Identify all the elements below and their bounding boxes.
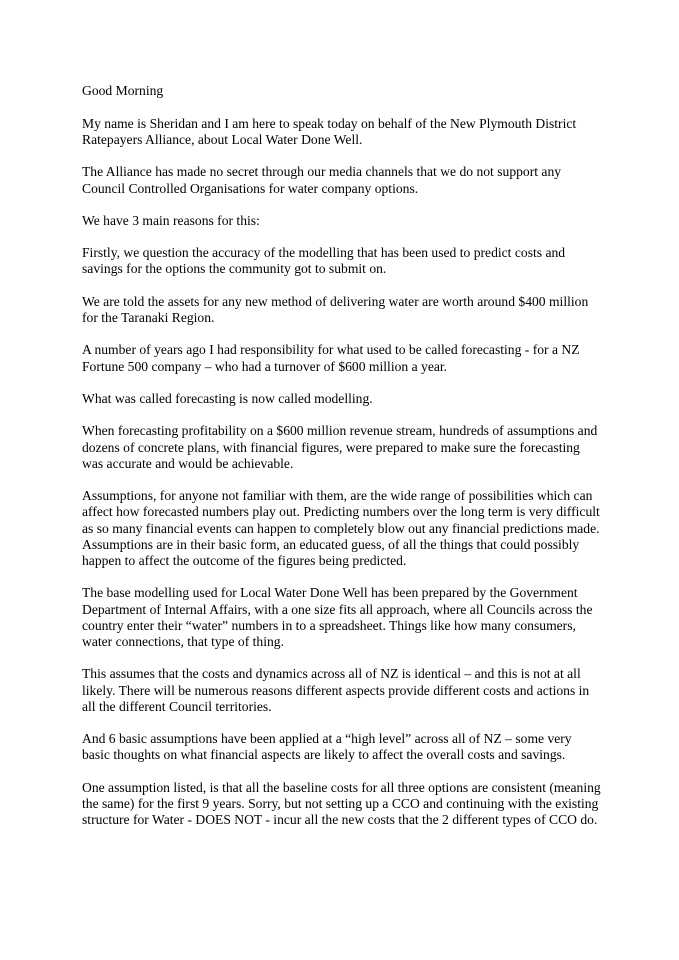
- paragraph-asset-value: We are told the assets for any new method of delivering water are worth around $400 million for the Taranaki Region.: [82, 293, 589, 326]
- paragraph-forecasting-profitability: When forecasting profitability on a $600 million revenue stream, hundreds of assumptions and dozens of concrete plans, with financial figures, were prepared to make sure the forecasting was accurate and would be achievable.: [82, 423, 598, 471]
- paragraph-introduction: My name is Sheridan and I am here to speak today on behalf of the New Plymouth District Ratepayers Alliance, about Local Water Done Well.: [82, 115, 577, 147]
- paragraph-identical-costs: This assumes that the costs and dynamics across all of NZ is identical – and this is not at all likely. There will be numerous reasons different aspects provide different costs and actions in all the different Council territories.: [82, 666, 590, 714]
- paragraph-base-modelling: The base modelling used for Local Water Done Well has been prepared by the Government Department of Internal Affairs, with a one size fits all approach, where all Councils across the country enter their “water” numbers in to a spreadsheet. Things like how many consumers, water connections, that type of thing.: [82, 585, 593, 650]
- paragraph-assumptions-explained: Assumptions, for anyone not familiar with them, are the wide range of possibilities which can affect how forecasted numbers play out. Predicting numbers over the long term is very difficult as so many financial events can happen to completely blow out any financial predictions made. Assumptions are in their basic form, an educated guess, of all the things that could possibly happen to affect the outcome of the figures being predicted.: [82, 488, 600, 569]
- paragraph-alliance-position: The Alliance has made no secret through our media channels that we do not support any Council Controlled Organisations for water company options.: [82, 164, 562, 196]
- speech-body: [82, 83, 602, 845]
- paragraph-first-reason: Firstly, we question the accuracy of the modelling that has been used to predict costs and savings for the options the community got to submit on.: [82, 245, 566, 277]
- paragraph-forecasting-experience: A number of years ago I had responsibility for what used to be called forecasting - for a NZ Fortune 500 company – who had a turnover of $600 million a year.: [82, 342, 580, 374]
- paragraph-modelling: What was called forecasting is now called modelling.: [82, 391, 373, 407]
- paragraph-main-reasons: We have 3 main reasons for this:: [82, 212, 260, 228]
- paragraph-baseline-costs: One assumption listed, is that all the baseline costs for all three options are consistent (meaning the same) for the first 9 years. Sorry, but not setting up a CCO and continuing with the existing structure for Water - DOES NOT - incur all the new costs that the 2 different types of CCO do.: [82, 779, 601, 828]
- greeting: Good Morning: [82, 83, 164, 98]
- paragraph-basic-assumptions: And 6 basic assumptions have been applied at a “high level” across all of NZ – some very basic thoughts on what financial aspects are likely to affect the overall costs and savings.: [82, 731, 572, 763]
